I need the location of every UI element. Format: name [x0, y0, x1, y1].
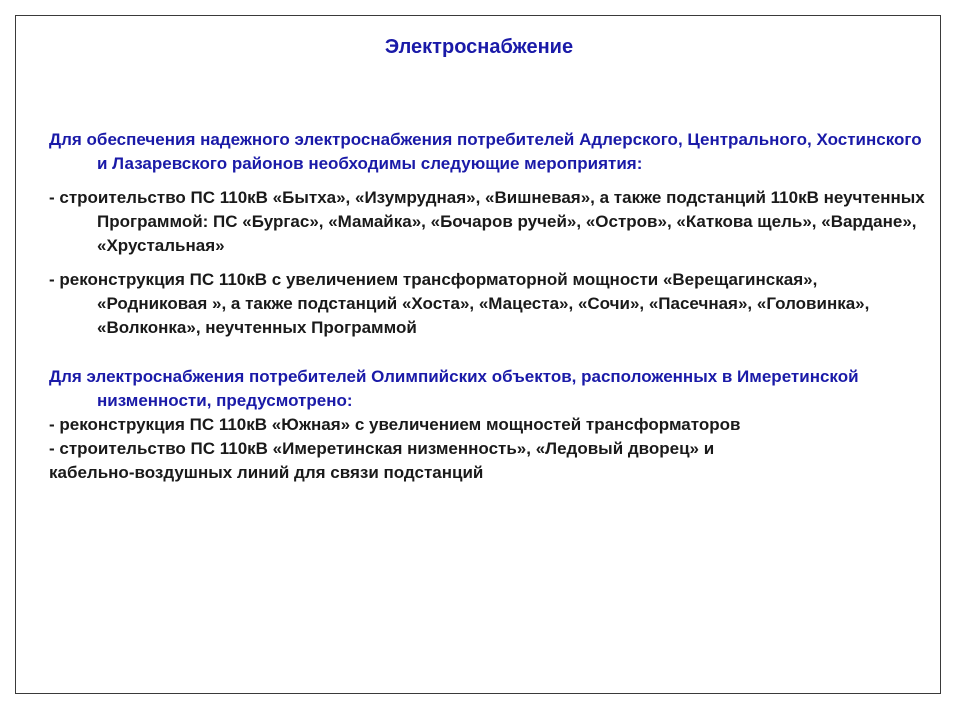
section1-item-construction: - строительство ПС 110кВ «Бытха», «Изумрудная», «Вишневая», а также подстанций 110кВ неучтенных Программой: ПС «Бургас», «Мамайка», «Бочаров ручей», «Остров», «Каткова щель», «Вардане», «Хрустальная» [49, 188, 925, 255]
slide-title: Электроснабжение [384, 36, 574, 58]
section2-heading: Для электроснабжения потребителей Олимпийских объектов, расположенных в Имеретинской низменности, предусмотрено: [49, 367, 859, 410]
section2-item-cable-lines: кабельно-воздушных линий для связи подстанций [49, 463, 484, 482]
slide-content [49, 128, 929, 485]
slide-frame [15, 15, 941, 694]
section1-heading: Для обеспечения надежного электроснабжения потребителей Адлерского, Центрального, Хостинского и Лазаревского районов необходимы следующие мероприятия: [49, 130, 922, 173]
section1-item-reconstruction: - реконструкция ПС 110кВ с увеличением трансформаторной мощности «Верещагинская», «Родниковая », а также подстанций «Хоста», «Мацеста», «Сочи», «Пасечная», «Головинка», «Волконка», неучтенных Программой [49, 270, 870, 337]
section2-item-construction: - строительство ПС 110кВ «Имеретинская низменность», «Ледовый дворец» и [49, 439, 715, 458]
section2-item-reconstruction: - реконструкция ПС 110кВ «Южная» с увеличением мощностей трансформаторов [49, 415, 741, 434]
